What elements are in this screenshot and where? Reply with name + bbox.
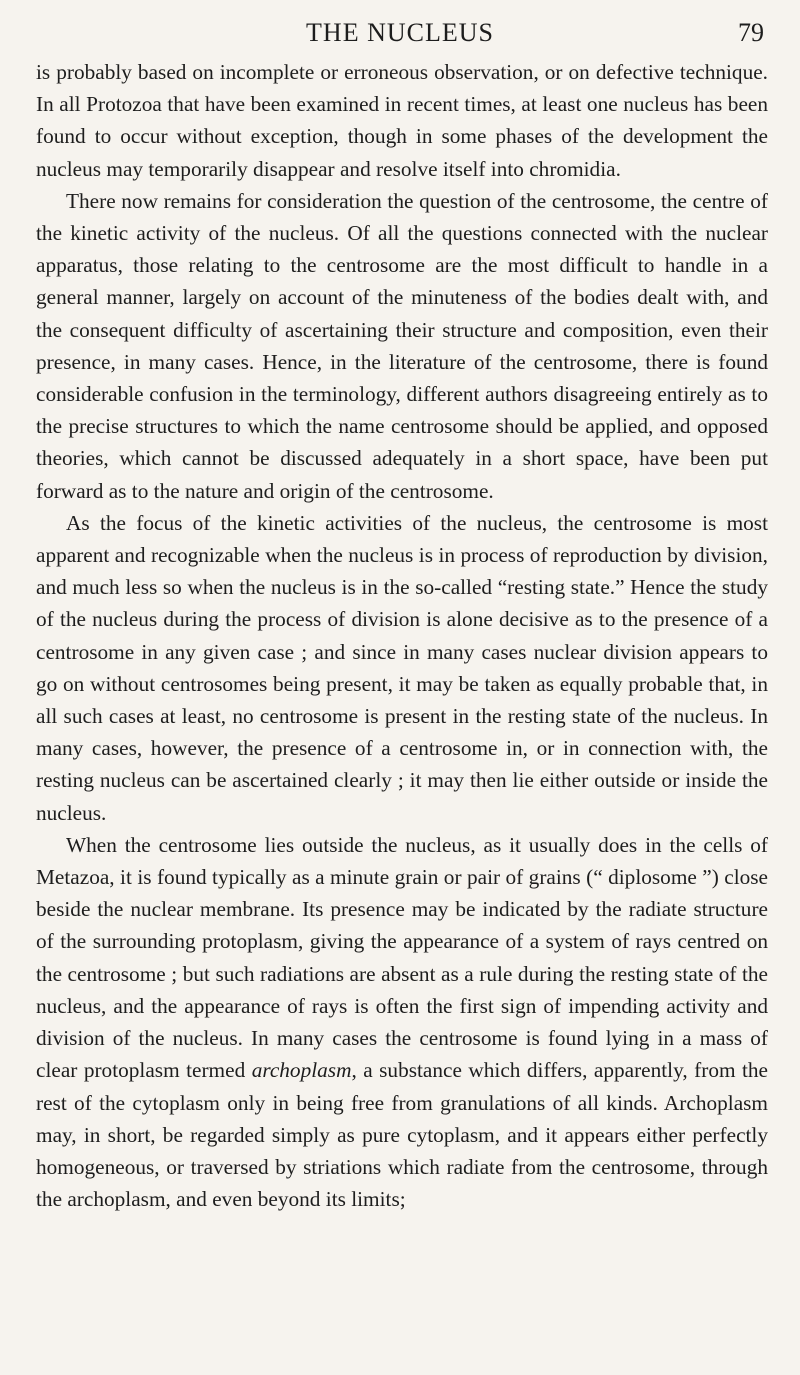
- paragraph-centrosome-question: There now remains for consideration the question of the centrosome, the centre of the kinetic activity of the nucleus. Of all the questions connected with the nuclear apparatus, those relating to the centrosome are the most difficult to handle in a general manner, largely on account of the minuteness of the bodies dealt with, and the consequent difficulty of ascertaining their structure and composition, even their presence, in many cases. Hence, in the literature of the centrosome, there is found considerable confusion in the terminology, different authors disagreeing entirely as to the precise structures to which the name centrosome should be applied, and opposed theories, which cannot be discussed adequately in a short space, have been put forward as to the nature and origin of the centrosome.: [36, 188, 768, 503]
- running-title: THE NUCLEUS: [306, 18, 494, 47]
- paragraph-text-after-term: , a substance which differs, apparently, from the rest of the cytoplasm only in being free from granulations of all kinds. Archoplasm may, in short, be regarded simply as pure cytoplasm, and it appears either perfectly homogeneous, or traversed by striations which radiate from the centrosome, through the archoplasm, and even beyond its limits;: [36, 1058, 768, 1212]
- body-text: [36, 56, 768, 1215]
- running-header: [0, 18, 800, 58]
- paragraph-centrosome-outside: [36, 829, 768, 1215]
- paragraph-continuation: is probably based on incomplete or erroneous observation, or on defective technique. In all Protozoa that have been examined in recent times, at least one nucleus has been found to occur without exception, though in some phases of the development the nucleus may temporarily disappear and resolve itself into chromidia.: [36, 60, 768, 181]
- paragraph-kinetic-focus: As the focus of the kinetic activities of the nucleus, the centrosome is most apparent and recognizable when the nucleus is in process of reproduction by division, and much less so when the nucleus is in the so-called “resting state.” Hence the study of the nucleus during the process of division is alone decisive as to the presence of a centrosome in any given case ; and since in many cases nuclear division appears to go on without centrosomes being present, it may be taken as equally probable that, in all such cases at least, no centrosome is present in the resting state of the nucleus. In many cases, however, the presence of a centrosome in, or in connection with, the resting nucleus can be ascertained clearly ; it may then lie either outside or inside the nucleus.: [36, 510, 768, 825]
- paragraph-text-before-term: When the centrosome lies outside the nucleus, as it usually does in the cells of Metazoa, it is found typically as a minute grain or pair of grains (“ diplosome ”) close beside the nuclear membrane. Its presence may be indicated by the radiate structure of the surrounding protoplasm, giving the appearance of a system of rays centred on the centrosome ; but such radiations are absent as a rule during the resting state of the nucleus, and the appearance of rays is often the first sign of impending activity and division of the nucleus. In many cases the centrosome is found lying in a mass of clear protoplasm termed: [36, 832, 768, 1083]
- page-number: 79: [738, 18, 764, 47]
- italic-term-archoplasm: archoplasm: [251, 1058, 352, 1083]
